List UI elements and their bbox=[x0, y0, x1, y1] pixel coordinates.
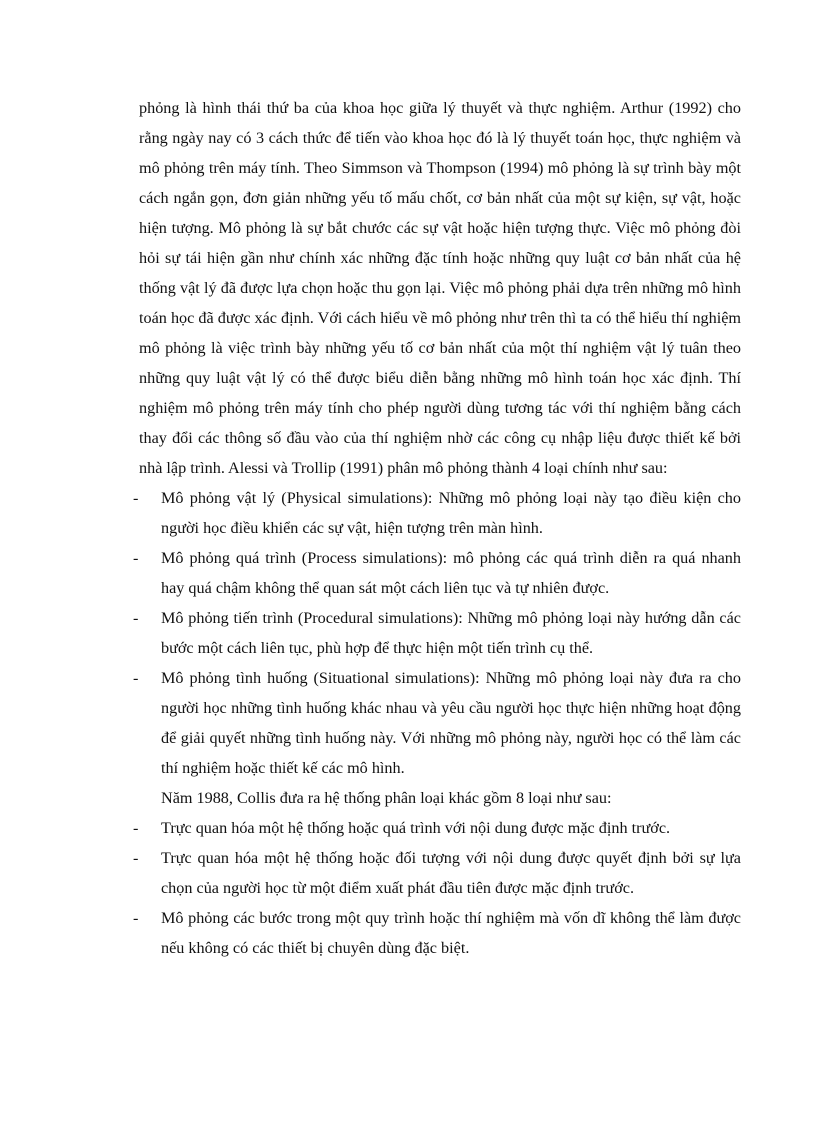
alessi-simulation-types-list bbox=[133, 483, 741, 783]
list-item bbox=[133, 543, 741, 603]
list-item bbox=[133, 813, 741, 843]
list-item-text: Mô phỏng vật lý (Physical simulations): Những mô phỏng loại này tạo điều kiện cho người học điều khiển các sự vật, hiện tượng trên màn hình. bbox=[161, 489, 741, 537]
list-dash: - bbox=[133, 909, 139, 927]
list-item-text: Mô phỏng tiến trình (Procedural simulations): Những mô phỏng loại này hướng dẫn các bước một cách liên tục, phù hợp để thực hiện một tiến trình cụ thể. bbox=[161, 609, 741, 657]
collis-simulation-types-list bbox=[133, 813, 741, 963]
list-item bbox=[133, 903, 741, 963]
list-item-text: Mô phỏng các bước trong một quy trình hoặc thí nghiệm mà vốn dĩ không thể làm được nếu không có các thiết bị chuyên dùng đặc biệt. bbox=[161, 909, 741, 957]
collis-paragraph: Năm 1988, Collis đưa ra hệ thống phân loại khác gồm 8 loại như sau: bbox=[161, 789, 612, 807]
list-item bbox=[133, 603, 741, 663]
list-item bbox=[133, 843, 741, 903]
list-dash: - bbox=[133, 819, 139, 837]
list-item bbox=[133, 663, 741, 783]
intro-paragraph: phỏng là hình thái thứ ba của khoa học giữa lý thuyết và thực nghiệm. Arthur (1992) cho rằng ngày nay có 3 cách thức để tiến vào khoa học đó là lý thuyết toán học, thực nghiệm và mô phỏng trên máy tính. Theo Simmson và Thompson (1994) mô phỏng là sự trình bày một cách ngắn gọn, đơn giản những yếu tố mấu chốt, cơ bản nhất của một sự kiện, sự vật, hoặc hiện tượng. Mô phỏng là sự bắt chước các sự vật hoặc hiện tượng thực. Việc mô phỏng đòi hỏi sự tái hiện gần như chính xác những đặc tính hoặc những quy luật cơ bản nhất của hệ thống vật lý đã được lựa chọn hoặc thu gọn lại. Việc mô phỏng phải dựa trên những mô hình toán học đã được xác định. Với cách hiểu về mô phỏng như trên thì ta có thể hiểu thí nghiệm mô phỏng là việc trình bày những yếu tố cơ bản nhất của một thí nghiệm vật lý tuân theo những quy luật vật lý có thể được biểu diễn bằng những mô hình toán học xác định. Thí nghiệm mô phỏng trên máy tính cho phép người dùng tương tác với thí nghiệm bằng cách thay đổi các thông số đầu vào của thí nghiệm nhờ các công cụ nhập liệu được thiết kế bởi nhà lập trình. Alessi và Trollip (1991) phân mô phỏng thành 4 loại chính như sau: bbox=[139, 99, 741, 477]
list-item-text: Mô phỏng quá trình (Process simulations): mô phỏng các quá trình diễn ra quá nhanh hay quá chậm không thể quan sát một cách liên tục và tự nhiên được. bbox=[161, 549, 741, 597]
list-dash: - bbox=[133, 849, 139, 867]
list-item-text: Mô phỏng tình huống (Situational simulations): Những mô phỏng loại này đưa ra cho người học những tình huống khác nhau và yêu cầu người học thực hiện những hoạt động để giải quyết những tình huống này. Với những mô phỏng này, người học có thể làm các thí nghiệm hoặc thiết kế các mô hình. bbox=[161, 669, 741, 777]
list-dash: - bbox=[133, 489, 139, 507]
list-dash: - bbox=[133, 549, 139, 567]
list-dash: - bbox=[133, 609, 139, 627]
list-dash: - bbox=[133, 669, 139, 687]
list-item-text: Trực quan hóa một hệ thống hoặc quá trình với nội dung được mặc định trước. bbox=[161, 819, 671, 837]
document-page bbox=[133, 93, 741, 963]
list-item bbox=[133, 483, 741, 543]
list-item-text: Trực quan hóa một hệ thống hoặc đối tượng với nội dung được quyết định bởi sự lựa chọn của người học từ một điểm xuất phát đầu tiên được mặc định trước. bbox=[161, 849, 741, 897]
